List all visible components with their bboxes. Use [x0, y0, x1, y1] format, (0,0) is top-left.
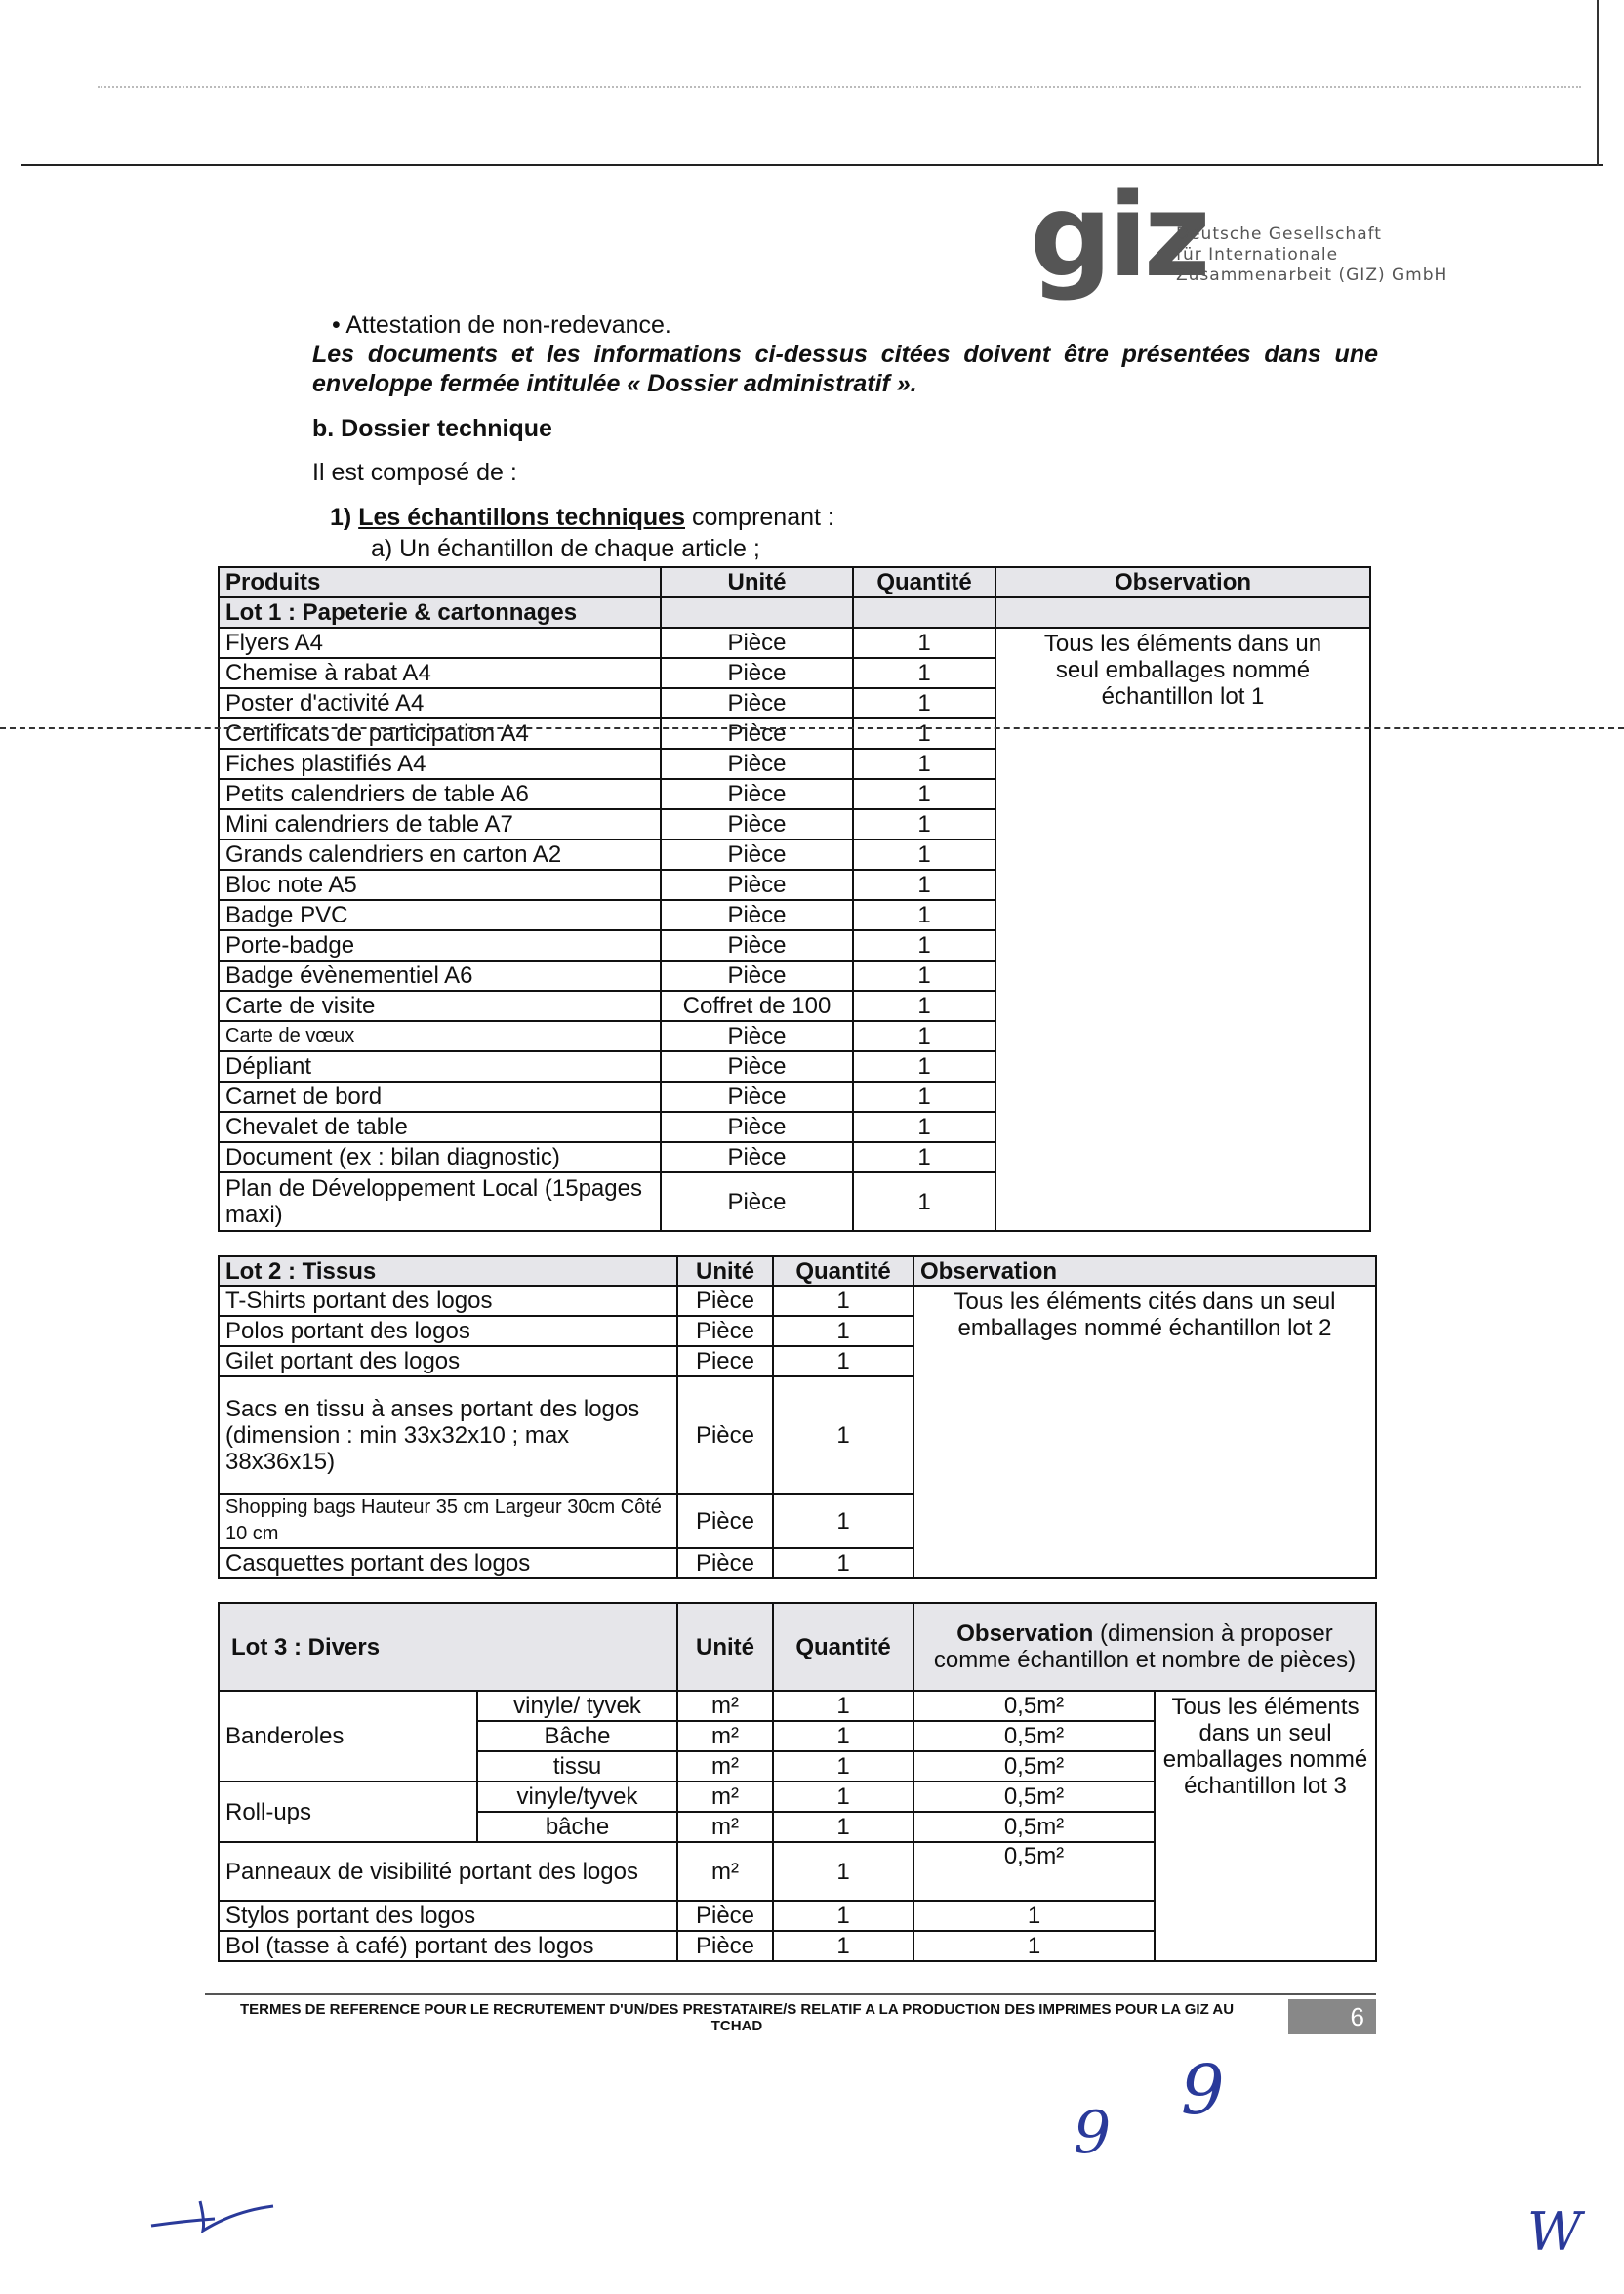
giz-logo — [1030, 168, 1448, 310]
lot1-table — [218, 566, 1371, 1232]
sub-product-cell: vinyle/ tyvek — [477, 1691, 677, 1721]
qty-cell: 1 — [853, 1021, 995, 1051]
unit-cell: m² — [677, 1751, 773, 1782]
dim-cell: 0,5m² — [914, 1782, 1155, 1812]
table-row — [219, 1842, 1376, 1901]
product-cell: Petits calendriers de table A6 — [219, 779, 661, 809]
product-cell: Dépliant — [219, 1051, 661, 1082]
lot1-observation: Tous les éléments dans un seul emballages nommé échantillon lot 1 — [995, 628, 1370, 1231]
sub-product-cell: bâche — [477, 1812, 677, 1842]
qty-cell: 1 — [773, 1751, 914, 1782]
dim-cell: 0,5m² — [914, 1721, 1155, 1751]
note-line-1: Les documents et les informations ci-dessus citées doivent être présentées dans une — [312, 341, 1378, 368]
dim-cell: 0,5m² — [914, 1812, 1155, 1842]
dim-cell: 0,5m² — [914, 1842, 1155, 1901]
product-cell: T-Shirts portant des logos — [219, 1286, 677, 1316]
qty-cell: 1 — [853, 961, 995, 991]
unit-cell: Pièce — [661, 900, 853, 930]
section-b-title: b. Dossier technique — [312, 415, 552, 442]
header-quantite: Quantité — [773, 1256, 914, 1286]
scan-fold-line — [0, 727, 1624, 729]
sub-product-cell: tissu — [477, 1751, 677, 1782]
product-cell: Bloc note A5 — [219, 870, 661, 900]
unit-cell: Pièce — [661, 1082, 853, 1112]
sub-product-cell: vinyle/tyvek — [477, 1782, 677, 1812]
lot-title-row — [219, 597, 1370, 628]
unit-cell: Pièce — [677, 1376, 773, 1494]
header-observation-bold: Observation — [956, 1620, 1094, 1647]
lot1-title: Lot 1 : Papeterie & cartonnages — [219, 597, 661, 628]
product-cell: Polos portant des logos — [219, 1316, 677, 1346]
table-row — [219, 1286, 1376, 1316]
table-row — [219, 1691, 1376, 1721]
dim-cell: 1 — [914, 1901, 1155, 1931]
header-unite: Unité — [677, 1256, 773, 1286]
qty-cell: 1 — [773, 1376, 914, 1494]
unit-cell: m² — [677, 1691, 773, 1721]
product-cell: Badge PVC — [219, 900, 661, 930]
unit-cell: Pièce — [677, 1931, 773, 1961]
lot3-observation-continued — [1155, 1842, 1376, 1961]
unit-cell: Pièce — [661, 779, 853, 809]
qty-cell: 1 — [853, 779, 995, 809]
dim-cell: 0,5m² — [914, 1691, 1155, 1721]
dim-cell: 0,5m² — [914, 1751, 1155, 1782]
product-cell: Carte de visite — [219, 991, 661, 1021]
product-cell: Casquettes portant des logos — [219, 1548, 677, 1578]
product-cell: Panneaux de visibilité portant des logos — [219, 1842, 677, 1901]
qty-cell: 1 — [773, 1316, 914, 1346]
product-cell: Carte de vœux — [219, 1021, 661, 1051]
rollups-cell: Roll-ups — [219, 1782, 477, 1842]
item-1-title: Les échantillons techniques — [358, 504, 685, 531]
giz-logo-word: giz — [1030, 168, 1207, 303]
unit-cell: Pièce — [661, 1051, 853, 1082]
product-cell: Grands calendriers en carton A2 — [219, 840, 661, 870]
unit-cell: m² — [677, 1842, 773, 1901]
dim-cell: 1 — [914, 1931, 1155, 1961]
product-cell: Bol (tasse à café) portant des logos — [219, 1931, 677, 1961]
qty-cell: 1 — [853, 1082, 995, 1112]
unit-cell: Pièce — [661, 718, 853, 749]
lot3-observation: Tous les éléments dans un seul emballages nommé échantillon lot 3 — [1155, 1691, 1376, 1842]
header-observation-rest: (dimension à proposer comme échantillon et nombre de pièces) — [933, 1620, 1357, 1673]
qty-cell: 1 — [853, 658, 995, 688]
product-cell: Badge évènementiel A6 — [219, 961, 661, 991]
scan-artifact — [98, 86, 1581, 88]
qty-cell: 1 — [853, 809, 995, 840]
item-1-number: 1) — [330, 504, 352, 531]
qty-cell: 1 — [853, 1051, 995, 1082]
unit-cell: Pièce — [661, 930, 853, 961]
qty-cell: 1 — [773, 1346, 914, 1376]
product-cell: Chemise à rabat A4 — [219, 658, 661, 688]
handwritten-mark: 9 — [1181, 2050, 1225, 2130]
qty-cell: 1 — [853, 840, 995, 870]
header-unite: Unité — [677, 1603, 773, 1691]
footer-rule — [205, 1993, 1376, 1995]
qty-cell: 1 — [853, 930, 995, 961]
unit-cell: Pièce — [661, 658, 853, 688]
lot3-title: Lot 3 : Divers — [219, 1603, 677, 1691]
qty-cell: 1 — [853, 628, 995, 658]
unit-cell: Pièce — [677, 1494, 773, 1548]
unit-cell: Pièce — [677, 1548, 773, 1578]
unit-cell: Piece — [677, 1346, 773, 1376]
item-1-rest: comprenant : — [685, 504, 834, 531]
unit-cell: Pièce — [661, 809, 853, 840]
product-cell: Chevalet de table — [219, 1112, 661, 1142]
header-observation: Observation — [995, 567, 1370, 597]
qty-cell: 1 — [853, 718, 995, 749]
unit-cell: Pièce — [661, 688, 853, 718]
qty-cell: 1 — [853, 991, 995, 1021]
unit-cell: Pièce — [661, 1142, 853, 1172]
page-number: 6 — [1288, 1999, 1376, 2034]
qty-cell: 1 — [853, 1172, 995, 1231]
product-cell: Sacs en tissu à anses portant des logos (dimension : min 33x32x10 ; max 38x36x15) — [219, 1376, 677, 1494]
logo-line: für Internationale — [1176, 245, 1339, 265]
unit-cell: Pièce — [661, 961, 853, 991]
product-cell: Stylos portant des logos — [219, 1901, 677, 1931]
product-cell: Fiches plastifiés A4 — [219, 749, 661, 779]
table-header-row — [219, 1603, 1376, 1691]
banderoles-cell: Banderoles — [219, 1691, 477, 1782]
product-cell: Mini calendriers de table A7 — [219, 809, 661, 840]
unit-cell: Pièce — [661, 1112, 853, 1142]
product-cell: Document (ex : bilan diagnostic) — [219, 1142, 661, 1172]
qty-cell: 1 — [853, 900, 995, 930]
qty-cell: 1 — [853, 1112, 995, 1142]
giz-logo-text — [1176, 225, 1447, 286]
unit-cell: m² — [677, 1721, 773, 1751]
qty-cell: 1 — [853, 688, 995, 718]
qty-cell: 1 — [853, 1142, 995, 1172]
logo-line: Deutsche Gesellschaft — [1176, 225, 1382, 244]
bullet-attestation: • Attestation de non-redevance. — [332, 311, 671, 339]
qty-cell: 1 — [773, 1812, 914, 1842]
product-cell: Poster d'activité A4 — [219, 688, 661, 718]
handwritten-initials: W — [1527, 2201, 1582, 2263]
product-cell: Plan de Développement Local (15pages maxi) — [219, 1172, 661, 1231]
product-cell: Gilet portant des logos — [219, 1346, 677, 1376]
handwritten-mark: 9 — [1074, 2099, 1112, 2167]
qty-cell: 1 — [773, 1691, 914, 1721]
handwritten-signature — [146, 2192, 283, 2240]
item-1a: a) Un échantillon de chaque article ; — [371, 535, 760, 562]
qty-cell: 1 — [773, 1494, 914, 1548]
unit-cell: Pièce — [677, 1901, 773, 1931]
lot2-table — [218, 1255, 1377, 1579]
product-cell: Porte-badge — [219, 930, 661, 961]
product-cell: Shopping bags Hauteur 35 cm Largeur 30cm Côté 10 cm — [219, 1494, 677, 1548]
header-quantite: Quantité — [853, 567, 995, 597]
unit-cell: Pièce — [661, 1172, 853, 1231]
qty-cell: 1 — [773, 1721, 914, 1751]
unit-cell: m² — [677, 1782, 773, 1812]
product-cell: Flyers A4 — [219, 628, 661, 658]
note-line-2: enveloppe fermée intitulée « Dossier administratif ». — [312, 370, 917, 397]
qty-cell: 1 — [773, 1782, 914, 1812]
table-header-row — [219, 567, 1370, 597]
unit-cell: Pièce — [661, 749, 853, 779]
unit-cell: Pièce — [677, 1316, 773, 1346]
header-unite: Unité — [661, 567, 853, 597]
sub-product-cell: Bâche — [477, 1721, 677, 1751]
qty-cell: 1 — [853, 870, 995, 900]
composed-text: Il est composé de : — [312, 459, 517, 486]
header-observation: Observation — [914, 1256, 1376, 1286]
unit-cell: Pièce — [661, 1021, 853, 1051]
unit-cell: m² — [677, 1812, 773, 1842]
header-observation — [914, 1603, 1376, 1691]
qty-cell: 1 — [853, 749, 995, 779]
qty-cell: 1 — [773, 1901, 914, 1931]
table-header-row — [219, 1256, 1376, 1286]
page-edge — [1597, 0, 1599, 166]
unit-cell: Pièce — [661, 628, 853, 658]
qty-cell: 1 — [773, 1842, 914, 1901]
footer-text: TERMES DE REFERENCE POUR LE RECRUTEMENT D'UN/DES PRESTATAIRE/S RELATIF A LA PRODUCTION DES IMPRIMES POUR LA GIZ AU TCHAD — [239, 2001, 1235, 2034]
lot3-table — [218, 1602, 1377, 1962]
qty-cell: 1 — [773, 1931, 914, 1961]
header-produits: Produits — [219, 567, 661, 597]
qty-cell: 1 — [773, 1548, 914, 1578]
unit-cell: Pièce — [677, 1286, 773, 1316]
qty-cell: 1 — [773, 1286, 914, 1316]
product-cell: Certificats de participation A4 — [219, 718, 661, 749]
lot2-observation: Tous les éléments cités dans un seul emballages nommé échantillon lot 2 — [914, 1286, 1376, 1578]
header-quantite: Quantité — [773, 1603, 914, 1691]
unit-cell: Coffret de 100 — [661, 991, 853, 1021]
unit-cell: Pièce — [661, 870, 853, 900]
header-rule — [21, 164, 1603, 166]
unit-cell: Pièce — [661, 840, 853, 870]
logo-line: Zusammenarbeit (GIZ) GmbH — [1176, 266, 1448, 285]
table-row — [219, 628, 1370, 658]
lot2-title: Lot 2 : Tissus — [219, 1256, 677, 1286]
item-1 — [330, 503, 834, 532]
product-cell: Carnet de bord — [219, 1082, 661, 1112]
